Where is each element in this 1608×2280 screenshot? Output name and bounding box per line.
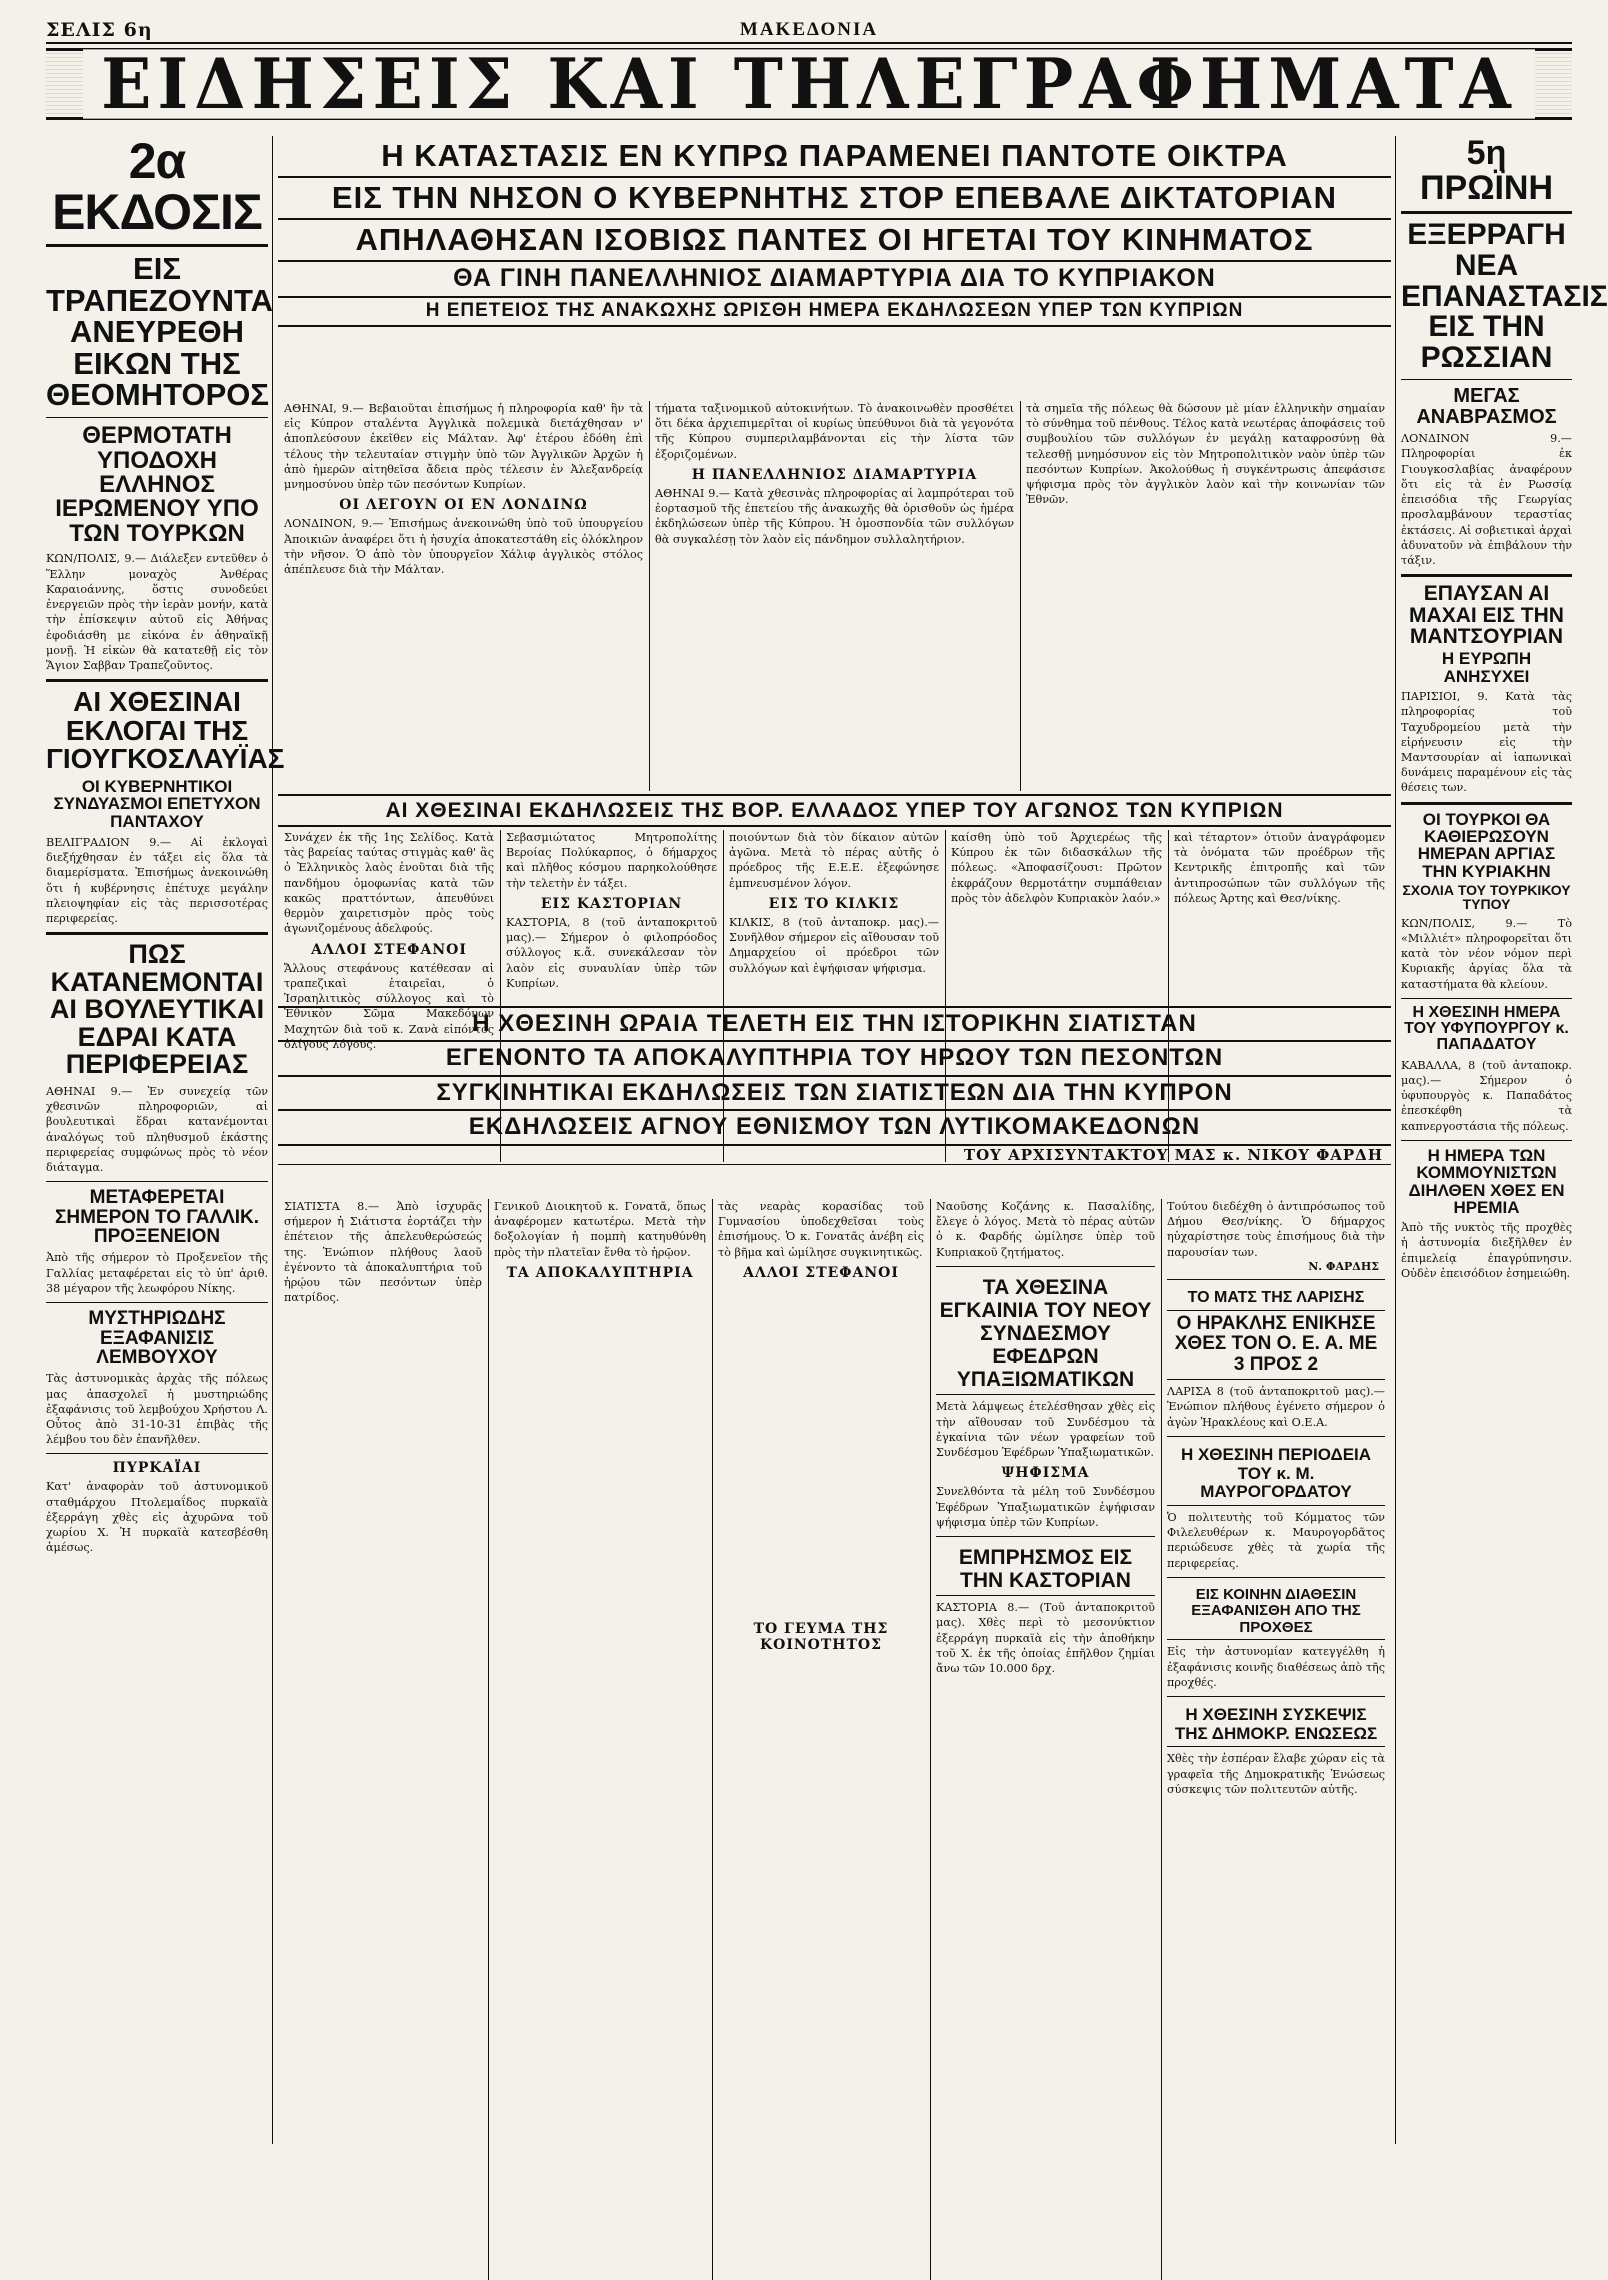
divider [46,1302,268,1303]
siat-text-1: ΣΙΑΤΙΣΤΑ 8.— Ἀπὸ ἰσχυρᾶς σήμερον ἡ Σιάτιστα ἐορτάζει τὴν ἐπέτειον τῆς ἀπελευθερώσεώς της. Ἐνώπιον πλήθους λαοῦ ἐγένοντο τὰ ἀποκαλυπτήρια τοῦ ἡρῴου τῶν πεσόντων ὑπὲρ πατρίδος. [284,1200,482,1305]
ng-text-2: Σεβασμιώτατος Μητροπολίτης Βεροίας Πολύκαρπος, ὁ δήμαρχος καὶ πλῆθος κόσμου παρηκολούθησε τὴν τελετὴν ἐν τάξει. [506,831,717,890]
article-papadatos: ΚΑΒΑΛΛΑ, 8 (τοῦ ἀνταποκρ. μας).— Σήμερον ὁ ὑφυπουργὸς κ. Παπαδάτος ἐπεσκέφθη τὰ καπνεργοστάσια τῆς πόλεως. [1401,1058,1572,1133]
divider [1401,211,1572,214]
headline-turkish-sunday: ΟΙ ΤΟΥΡΚΟΙ ΘΑ ΚΑΘΙΕΡΩΣΟΥΝ ΗΜΕΡΑΝ ΑΡΓΙΑΣ ΤΗΝ ΚΥΡΙΑΚΗΝ [1417,809,1556,881]
headline-reservists: ΤΑ ΧΘΕΣΙΝΑ ΕΓΚΑΙΝΙΑ ΤΟΥ ΝΕΟΥ ΣΥΝΔΕΣΜΟΥ ΕΦΕΔΡΩΝ ΥΠΑΞΙΩΜΑΤΙΚΩΝ [936,1273,1155,1395]
article-yugoslav: ΒΕΛΙΓΡΑΔΙΟΝ 9.— Αἱ ἐκλογαὶ διεξήχθησαν ἐν τάξει εἰς ὅλα τὰ διαμερίσματα. Ἐπισήμως ἀνεκοινώθη ὅτι ἡ κυβέρνησις ἐπέτυχε μεγάλην πλειοψηφίαν εἰς τὰς περισσοτέρας περιφερείας. [46,835,268,926]
siat-col-4 [930,1199,1161,2280]
siat-col-5 [1161,1199,1391,2280]
ng-text-5: καὶ τέταρτον» ὁτιοῦν ἀναγράφομεν τὰ ὀνόματα τῶν προέδρων τῆς Κεντρικῆς ἐπιτροπῆς καὶ τῶν ἀντιπροσώπων τῶν συλλόγων τῆς πόλεως Ἀρτης καὶ Θεσ/νίκης. [1174,831,1385,905]
edition-label-right: 5η ΠΡΩΪΝΗ [1419,134,1554,207]
ng-text-3b: ΚΙΛΚΙΣ, 8 (τοῦ ἀνταποκρ. μας).— Συνῆλθον σήμερον εἰς αἴθουσαν τοῦ Δημαρχείου οἱ πρόεδροι τῶν συλλόγων καὶ ἐψήφισαν ψήφισμα. [729,915,939,975]
sub-resolution: ΨΗΦΙΣΜΑ [1001,1465,1090,1482]
headline-papadatos: Η ΧΘΕΣΙΝΗ ΗΜΕΡΑ ΤΟΥ ΥΦΥΠΟΥΡΓΟΥ κ. ΠΑΠΑΔΑΤΟΥ [1404,1003,1569,1054]
headline-cyprus-3: ΑΠΗΛΑΘΗΣΑΝ ΙΣΟΒΙΩΣ ΠΑΝΤΕΣ ΟΙ ΗΓΕΤΑΙ ΤΟΥ ΚΙΝΗΜΑΤΟΣ [278,220,1391,262]
article-resolution: Συνελθόντα τὰ μέλη τοῦ Συνδέσμου Ἐφέδρων Ὑπαξιωματικῶν ἐψήφισαν ψήφισμα ὑπὲρ τῶν Κυπρίων. [936,1485,1155,1529]
article-consulate: Ἀπὸ τῆς σήμερον τὸ Προξενεῖον τῆς Γαλλίας μεταφέρεται εἰς τὸ ὑπ' ἀριθ. 38 μέγαρον τῆς λεωφόρου Νίκης. [46,1251,268,1295]
headline-boatman: ΜΥΣΤΗΡΙΩΔΗΣ ΕΞΑΦΑΝΙΣΙΣ ΛΕΜΒΟΥΧΟΥ [88,1308,226,1368]
siat-col-3 [712,1199,930,2280]
cyprus-text-3: τὰ σημεῖα τῆς πόλεως θὰ δώσουν μὲ μίαν ἑλληνικὴν σημαίαν τὸ σύνθημα τοῦ πένθους. Τέλος κατὰ νεωτέρας ἀποφάσεις τοῦ συμβουλίου τῶν συλλόγων ἐν μεγάλῃ καταφροσύνῃ θὰ τελεσθῇ μνημόσυνον εἰς τὸν Μητροπολιτικὸν ναὸν ὑπὲρ τῶν πεσόντων Κυπρίων. Ἀκολούθως ἡ συγκέντρωσις ἀπεφάσισε ψήφισμα πρὸς τὸν ἀγγλικὸν λαὸν καὶ τὴν κοινωνίαν τῶν Ἐθνῶν. [1026,402,1385,507]
siat-sub-unveiling: ΤΑ ΑΠΟΚΑΛΥΠΤΗΡΙΑ [506,1264,694,1281]
headline-manchuria: ΕΠΑΥΣΑΝ ΑΙ ΜΑΧΑΙ ΕΙΣ ΤΗΝ ΜΑΝΤΣΟΥΡΙΑΝ [1409,582,1564,649]
article-mavrogordatos: Ὁ πολιτευτὴς τοῦ Κόμματος τῶν Φιλελευθέρων κ. Μαυρογορδᾶτος περιώδευσε χθὲς τὰ χωρία τῆς περιφερείας. [1167,1510,1385,1570]
divider [1401,1140,1572,1141]
siat-sub-lunch: ΤΟ ΓΕΥΜΑ ΤΗΣ ΚΟΙΝΟΤΗΤΟΣ [753,1620,889,1653]
columns-area [46,133,1608,2144]
subheadline-europe: Η ΕΥΡΩΠΗ ΑΝΗΣΥΧΕΙ [1441,649,1532,686]
divider [936,1266,1155,1267]
cyprus-text-1: ΑΘΗΝΑΙ, 9.— Βεβαιοῦται ἐπισήμως ἡ πληροφορία καθ' ἣν τὰ εἰς Κύπρον σταλέντα Ἀγγλικὰ πολεμικὰ διετάχθησαν ν' ἀποπλεύσουν ἐκεῖθεν εἰς Μάλταν. Ἀφ' ἑτέρου ἐδόθη ἐπὶ τέλους τὴν τελευταίαν στιγμὴν ὑπὸ τῶν Ἀγγλικῶν Ἀρχῶν ἡ ἀπὸ ἡμερῶν αἰτηθεῖσα ἄδεια πρὸς τέλεσιν ἐν Ἀλεξανδρείᾳ μνημοσύνου ὑπὲρ τῶν πεσόντων Κυπρίων. [284,402,643,492]
divider [1401,379,1572,380]
siat-sub-wreaths: ΑΛΛΟΙ ΣΤΕΦΑΝΟΙ [743,1264,899,1281]
headline-cyprus-1: Η ΚΑΤΑΣΤΑΣΙΣ ΕΝ ΚΥΠΡΩ ΠΑΡΑΜΕΝΕΙ ΠΑΝΤΟΤΕ ΟΙΚΤΡΑ [278,136,1391,178]
headline-north-greece: ΑΙ ΧΘΕΣΙΝΑΙ ΕΚΔΗΛΩΣΕΙΣ ΤΗΣ ΒΟΡ. ΕΛΛΑΔΟΣ ΥΠΕΡ ΤΟΥ ΑΓΩΝΟΣ ΤΩΝ ΚΥΠΡΙΩΝ [278,794,1391,827]
cyprus-text-1b: ΛΟΝΔΙΝΟΝ, 9.— Ἐπισήμως ἀνεκοινώθη ὑπὸ τοῦ ὑπουργείου Ἀποικιῶν ἀναφέρει ὅτι ἡ ἡσυχία ἀποκατεστάθη εἰς ὁλόκληρον τὴν νῆσον. Ὁ ἀπὸ τὸν ὑπουργεῖον Χάλιφ ἀγγλικὸς στόλος ἀπέπλευσε διὰ τὴν Μάλταν. [284,517,643,577]
section-banner [46,43,1572,125]
ng-sub-wreaths: ΑΛΛΟΙ ΣΤΕΦΑΝΟΙ [311,941,467,958]
headline-cyprus-5: Η ΕΠΕΤΕΙΟΣ ΤΗΣ ΑΝΑΚΩΧΗΣ ΩΡΙΣΘΗ ΗΜΕΡΑ ΕΚΔΗΛΩΣΕΩΝ ΥΠΕΡ ΤΩΝ ΚΥΠΡΙΩΝ [278,298,1391,327]
ng-text-1: Συνάχεν ἐκ τῆς 1ης Σελίδος. Κατὰ τὰς βαρείας ταύτας στιγμὰς καθ' ἃς ὁ Ἑλληνικὸς λαὸς ἑνοῦται διὰ τῆς πανδήμου ὁμοφωνίας κατὰ τῶν κακῶς πραττόντων, ἀπευθύνει θερμὸν χαιρετισμὸν πρὸς τοὺς ἀγωνιζομένους ἀδελφούς. [284,831,494,936]
headline-mavrogordatos: Η ΧΘΕΣΙΝΗ ΠΕΡΙΟΔΕΙΑ ΤΟΥ κ. Μ. ΜΑΥΡΟΓΟΡΔΑΤΟΥ [1167,1443,1385,1506]
headline-trebizond: ΕΙΣ ΤΡΑΠΕΖΟΥΝΤΑ ΑΝΕΥΡΕΘΗ ΕΙΚΩΝ ΤΗΣ ΘΕΟΜΗΤΟΡΟΣ [46,251,274,413]
article-reservists: Μετὰ λάμψεως ἐτελέσθησαν χθὲς εἰς τὴν αἴθουσαν τοῦ Συνδέσμου τὰ ἐγκαίνια τῶν νέων γραφείων τοῦ Συνδέσμου Ἐφέδρων Ὑπαξιωματικῶν. [936,1400,1155,1460]
cyprus-col-1 [278,401,649,791]
article-democratic-union: Χθὲς τὴν ἑσπέραν ἔλαβε χώραν εἰς τὰ γραφεῖα τῆς Δημοκρατικῆς Ἐνώσεως σύσκεψις τῶν πολιτευτῶν αὐτῆς. [1167,1752,1385,1796]
siat-text-5: Τούτου διεδέχθη ὁ ἀντιπρόσωπος τοῦ Δήμου Θεσ/νίκης. Ὁ δήμαρχος ηὐχαρίστησε τοὺς ἐπισήμους διὰ τὴν παρουσίαν των. [1167,1200,1385,1259]
subheadline-priest: ΘΕΡΜΟΤΑΤΗ ΥΠΟΔΟΧΗ ΕΛΛΗΝΟΣ ΙΕΡΩΜΕΝΟΥ ΥΠΟ ΤΩΝ ΤΟΥΡΚΩΝ [55,422,259,547]
siatista-headline-block [278,1006,1391,1165]
ng-text-4: καίσθη ὑπὸ τοῦ Ἀρχιερέως τῆς Κύπρου ἐκ τῶν διδασκάλων τῆς πόλεως. «Ἀποφασίζουσι: Πρῶτον ἐκφράζουν θερμοτάτην συμπάθειαν πρὸς τὸν ἀδελφὸν Κυπριακὸν λαόν.» [951,831,1162,905]
siat-text-3: τὰς νεαρὰς κορασίδας τοῦ Γυμνασίου ὑποδεχθεῖσαι τοὺς ἐπισήμους. Ὁ κ. Γονατᾶς ἀνέβη εἰς τὸ βῆμα καὶ ὡμίλησε συγκινητικῶς. [718,1200,924,1259]
headline-siatista-1: Η ΧΘΕΣΙΝΗ ΩΡΑΙΑ ΤΕΛΕΤΗ ΕΙΣ ΤΗΝ ΙΣΤΟΡΙΚΗΝ ΣΙΑΤΙΣΤΑΝ [278,1006,1391,1042]
ng-text-2b: ΚΑΣΤΟΡΙΑ, 8 (τοῦ ἀνταποκριτοῦ μας).— Σήμερον ὁ φιλοπρόοδος σύλλογος κ.ἄ. συνεκάλεσαν τὸν λαὸν εἰς συναυλίαν ὑπὲρ τῶν Κυπρίων. [506,915,717,990]
headline-kastoria-fire: ΕΜΠΡΗΣΜΟΣ ΕΙΣ ΤΗΝ ΚΑΣΤΟΡΙΑΝ [936,1543,1155,1596]
cyprus-col-3 [1020,401,1391,791]
article-manchuria: ΠΑΡΙΣΙΟΙ, 9. Κατὰ τὰς πληροφορίας τοῦ Ταχυδρομείου μετὰ τὴν εἰρήνευσιν εἰς τὴν Μαντσουρίαν αἱ ἰαπωνικαὶ δυνάμεις παραμένουν εἰς τὰς θέσεις των. [1401,690,1572,795]
right-column [1401,134,1608,2144]
north-greece-strip [278,794,1391,827]
siat-col-1 [278,1199,488,2280]
divider [46,417,268,418]
ng-text-3: ποιούντων διὰ τὸν δίκαιον αὐτῶν ἀγῶνα. Μετὰ τὸ πέρας αὐτῆς ὁ πρόεδρος τῆς Ε.Ε.Ε. ἐξεφώνησε ἐμπνευσμένον λόγον. [729,831,939,890]
headline-democratic-union: Η ΧΘΕΣΙΝΗ ΣΥΣΚΕΨΙΣ ΤΗΣ ΔΗΜΟΚΡ. ΕΝΩΣΕΩΣ [1167,1703,1385,1747]
divider [1401,802,1572,805]
page-top-line [46,18,1572,44]
headline-heracles-win: Ο ΗΡΑΚΛΗΣ ΕΝΙΚΗΣΕ ΧΘΕΣ ΤΟΝ Ο. Ε. Α. ΜΕ 3 ΠΡΟΣ 2 [1167,1311,1385,1381]
article-trebizond: ΚΩΝ/ΠΟΛΙΣ, 9.— Διάλεξεν εντεῦθεν ὁ Ἕλλην μοναχὸς Ἀνθέρας Καραιοάννης, ὅστις συνοδεύει ἐνεργειῶν πρὸς τὴν ἱερὰν μονήν, κατὰ τὴν ἐπίσκεψιν αὐτοῦ εἰς Ἀθήνας ἐφοδιάσθη με εἰκόνα ἐν ἀθηναϊκῇ μονῇ. Ἡ εἰκὼν θὰ κατατεθῇ εἰς τὸν Ἅγιον Σαββαν Τραπεζοῦντος. [46,552,268,673]
byline-fardis: ΤΟΥ ΑΡΧΙΣΥΝΤΑΚΤΟΥ ΜΑΣ κ. ΝΙΚΟΥ ΦΑΡΔΗ [278,1146,1391,1165]
column-rule [272,136,273,2144]
headline-cyprus-2: ΕΙΣ ΤΗΝ ΝΗΣΟΝ Ο ΚΥΒΕΡΝΗΤΗΣ ΣΤΟΡ ΕΠΕΒΑΛΕ ΔΙΚΤΑΤΟΡΙΑΝ [278,178,1391,220]
divider [46,932,268,935]
headline-larisa-match: ΤΟ ΜΑΤΣ ΤΗΣ ΛΑΡΙΣΗΣ [1167,1286,1385,1311]
paper-name: ΜΑΚΕΔΟΝΙΑ [739,19,879,40]
page-number: ΣΕΛΙΣ 6η [46,19,153,41]
left-column [46,133,285,2144]
section-title: ΕΙΔΗΣΕΙΣ ΚΑΙ ΤΗΛΕΓΡΑΦΗΜΑΤΑ [83,49,1535,118]
subheadline-turkish-press: ΣΧΟΛΙΑ ΤΟΥ ΤΟΥΡΚΙΚΟΥ ΤΥΠΟΥ [1402,882,1571,913]
article-russia: ΛΟΝΔΙΝΟΝ 9.— Πληροφορίαι ἐκ Γιουγκοσλαβίας ἀναφέρουν ὅτι εἰς τὰ ἐν Ρωσσίᾳ ἐπεισόδια τῆς Γεωργίας προσλαμβάνουν τεραστίας ἐκτάσεις. Αἱ σοβιετικαὶ ἀρχαὶ ἀδυνατοῦν νὰ ἐπιβάλουν τὴν τάξιν. [1401,432,1572,567]
divider [46,1453,268,1454]
divider [936,1536,1155,1537]
article-kastoria-fire: ΚΑΣΤΟΡΙΑ 8.— (Τοῦ ἀνταποκριτοῦ μας). Χθὲς περὶ τὸ μεσονύκτιον ἐξερράγη πυρκαϊὰ εἰς τὴν ἀποθήκην τοῦ Χ. ἐκ τῆς ὁποίας ἐπῆλθον ζημίαι ἄνω τῶν 10.000 δρχ. [936,1601,1155,1676]
signature-fardis: Ν. ΦΑΡΔΗΣ [1308,1259,1379,1273]
divider [1401,998,1572,999]
divider [46,244,268,247]
headline-disappearance: ΕΙΣ ΚΟΙΝΗΝ ΔΙΑΘΕΣΙΝ ΕΞΑΦΑΝΙΣΘΗ ΑΠΟ ΤΗΣ ΠΡΟΧΘΕΣ [1167,1584,1385,1641]
cyprus-sub-protest: Η ΠΑΝΕΛΛΗΝΙΟΣ ΔΙΑΜΑΡΤΥΡΙΑ [691,466,978,483]
cyprus-article [278,401,1391,791]
ng-sub-kastoria: ΕΙΣ ΚΑΣΤΟΡΙΑΝ [540,895,683,912]
ng-text-1b: Ἄλλους στεφάνους κατέθεσαν αἱ τραπεζικαὶ ἑταιρεῖαι, ὁ Ἰσραηλιτικὸς σύλλογος καὶ τὸ Ἐθνικὸν Σῶμα Μακεδόνων Μαχητῶν διὰ τοῦ κ. Ζανὰ εἰπόντος ὀλίγους λόγους. [284,961,494,1051]
article-seats: ΑΘΗΝΑΙ 9.— Ἐν συνεχείᾳ τῶν χθεσινῶν πληροφοριῶν, αἱ βουλευτικαὶ ἕδραι κατανέμονται ἀναλόγως τοῦ πληθυσμοῦ ἑκάστης περιφερείας συμφώνως πρὸς τὸ νέον διάταγμα. [46,1084,268,1175]
divider [1167,1279,1385,1280]
article-disappearance: Εἰς τὴν ἀστυνομίαν κατεγγέλθη ἡ ἐξαφάνισις κοινῆς διαθέσεως ἀπὸ τῆς προχθές. [1167,1645,1385,1689]
headline-seats: ΠΩΣ ΚΑΤΑΝΕΜΟΝΤΑΙ ΑΙ ΒΟΥΛΕΥΤΙΚΑΙ ΕΔΡΑΙ ΚΑΤΑ ΠΕΡΙΦΕΡΕΙΑΣ [49,939,265,1080]
cyprus-text-2b: ΑΘΗΝΑΙ 9.— Κατὰ χθεσινὰς πληροφορίας αἱ λαμπρότεραι τοῦ ἑορτασμοῦ τῆς ἐπετείου τῆς ἀνακωχῆς θὰ ὁρισθοῦν ὡς ἡμέρα ἐκδηλώσεων ὑπὲρ τῆς Κύπρου. Ἡ ὁμοσπονδία τῶν συλλόγων θὰ συγκαλέσῃ τὸν λαὸν εἰς πάνδημον συλλαλητήριον. [655,486,1014,546]
article-larisa: ΛΑΡΙΣΑ 8 (τοῦ ἀνταποκριτοῦ μας).— Ἐνώπιον πλήθους ἐγένετο σήμερον ὁ ἀγὼν Ἡρακλέους καὶ Ο.Ε.Α. [1167,1385,1385,1429]
column-rule [1395,136,1396,2144]
article-fires: Κατ' ἀναφορὰν τοῦ ἀστυνομικοῦ σταθμάρχου Πτολεμαΐδος πυρκαϊὰ ἐξερράγη χθὲς εἰς ἀχυρῶνα τοῦ χωρίου Χ. Ἡ πυρκαϊὰ κατεσβέσθη ἀμέσως. [46,1480,268,1555]
cyprus-sub-london: ΟΙ ΛΕΓΟΥΝ ΟΙ ΕΝ ΛΟΝΔΙΝΩ [339,497,588,514]
headline-siatista-4: ΕΚΔΗΛΩΣΕΙΣ ΑΓΝΟΥ ΕΘΝΙΣΜΟΥ ΤΩΝ ΛΥΤΙΚΟΜΑΚΕΔΟΝΩΝ [278,1111,1391,1145]
article-turkish-sunday: ΚΩΝ/ΠΟΛΙΣ, 9.— Τὸ «Μιλλιέτ» πληροφορεῖται ὅτι κατὰ τὸν νέον νόμον περὶ Κυριακῆς ἀργίας ὅλα τὰ καταστήματα θὰ κλείουν. [1401,916,1572,991]
divider [1167,1436,1385,1437]
cyprus-headline-block [278,136,1391,327]
headline-siatista-3: ΣΥΓΚΙΝΗΤΙΚΑΙ ΕΚΔΗΛΩΣΕΙΣ ΤΩΝ ΣΙΑΤΙΣΤΕΩΝ ΔΙΑ ΤΗΝ ΚΥΠΡΟΝ [278,1077,1391,1111]
divider [1167,1577,1385,1578]
divider [46,679,268,682]
divider [46,1181,268,1182]
subheadline-russia: ΜΕΓΑΣ ΑΝΑΒΡΑΣΜΟΣ [1416,385,1557,428]
cyprus-col-2 [649,401,1020,791]
headline-russia: ΕΞΕΡΡΑΓΗ ΝΕΑ ΕΠΑΝΑΣΤΑΣΙΣ ΕΙΣ ΤΗΝ ΡΩΣΣΙΑΝ [1401,218,1608,374]
article-communists: Ἀπὸ τῆς νυκτὸς τῆς προχθὲς ἡ ἀστυνομία διεξῆλθεν ἐν ἐπιμελείᾳ ἐπαγρύπνησιν. Οὐδὲν ἐπεισόδιον ἐσημειώθη. [1401,1221,1572,1280]
siatista-article [278,1199,1391,2280]
headline-yugoslav-elections: ΑΙ ΧΘΕΣΙΝΑΙ ΕΚΛΟΓΑΙ ΤΗΣ ΓΙΟΥΓΚΟΣΛΑΥΪΑΣ [46,686,285,775]
siat-text-2: Γενικοῦ Διοικητοῦ κ. Γονατᾶ, ὅπως ἀναφέρομεν κατωτέρω. Μετὰ τὴν δοξολογίαν ἡ πομπὴ κατηυθύνθη πρὸς τὴν πλατεῖαν ἔνθα τὸ ἡρῷον. [494,1200,706,1259]
headline-french-consulate: ΜΕΤΑΦΕΡΕΤΑΙ ΣΗΜΕΡΟΝ ΤΟ ΓΑΛΛΙΚ. ΠΡΟΞΕΝΕΙΟΝ [54,1187,260,1248]
ng-sub-kilkis: ΕΙΣ ΤΟ ΚΙΛΚΙΣ [768,895,900,912]
headline-communists: Η ΗΜΕΡΑ ΤΩΝ ΚΟΜΜΟΥΝΙΣΤΩΝ ΔΙΗΛΘΕΝ ΧΘΕΣ ΕΝ ΗΡΕΜΙΑ [1408,1145,1565,1217]
siat-text-4: Ναοῦσης Κοζάνης κ. Πασαλίδης, ἔλεγε ὁ λόγος. Μετὰ τὸ πέρας αὐτῶν ὁ κ. Φαρδής ὡμίλησε ὑπὲρ τοῦ Κυπριακοῦ ζητήματος. [936,1200,1155,1259]
headline-cyprus-4: ΘΑ ΓΙΝΗ ΠΑΝΕΛΛΗΝΙΟΣ ΔΙΑΜΑΡΤΥΡΙΑ ΔΙΑ ΤΟ ΚΥΠΡΙΑΚΟΝ [278,262,1391,298]
divider [1401,574,1572,577]
siat-col-2 [488,1199,712,2280]
edition-label-left: 2α ΕΚΔΟΣΙΣ [52,133,262,240]
headline-siatista-2: ΕΓΕΝΟΝΤΟ ΤΑ ΑΠΟΚΑΛΥΠΤΗΡΙΑ ΤΟΥ ΗΡΩΟΥ ΤΩΝ ΠΕΣΟΝΤΩΝ [278,1042,1391,1076]
article-boatman: Τὰς ἀστυνομικὰς ἀρχὰς τῆς πόλεως μας ἀπασχολεῖ ἡ μυστηριώδης ἐξαφάνισις τοῦ λεμβούχου Χρήστου Λ. Οὗτος ἀπὸ 31-10-31 ἐπιβὰς τῆς λέμβου του δὲν ἐπανῆλθεν. [46,1372,268,1447]
subheadline-yugoslav: ΟΙ ΚΥΒΕΡΝΗΤΙΚΟΙ ΣΥΝΔΥΑΣΜΟΙ ΕΠΕΤΥΧΟΝ ΠΑΝΤΑΧΟΥ [53,776,261,831]
cyprus-text-2: τήματα ταξινομικοῦ αὐτοκινήτων. Τὸ ἀνακοινωθὲν προσθέτει ὅτι δέκα ἀρχιεπιμερῖται οἱ κυρίως ὑπεύθυνοι διὰ τὰ γεγονότα τῆς Κύπρου συμπεριλαμβάνονται εἰς τὴν λίστα τῶν ἐξοριζομένων. [655,402,1014,461]
headline-fires: ΠΥΡΚΑΪΑΙ [112,1460,202,1477]
divider [1167,1696,1385,1697]
